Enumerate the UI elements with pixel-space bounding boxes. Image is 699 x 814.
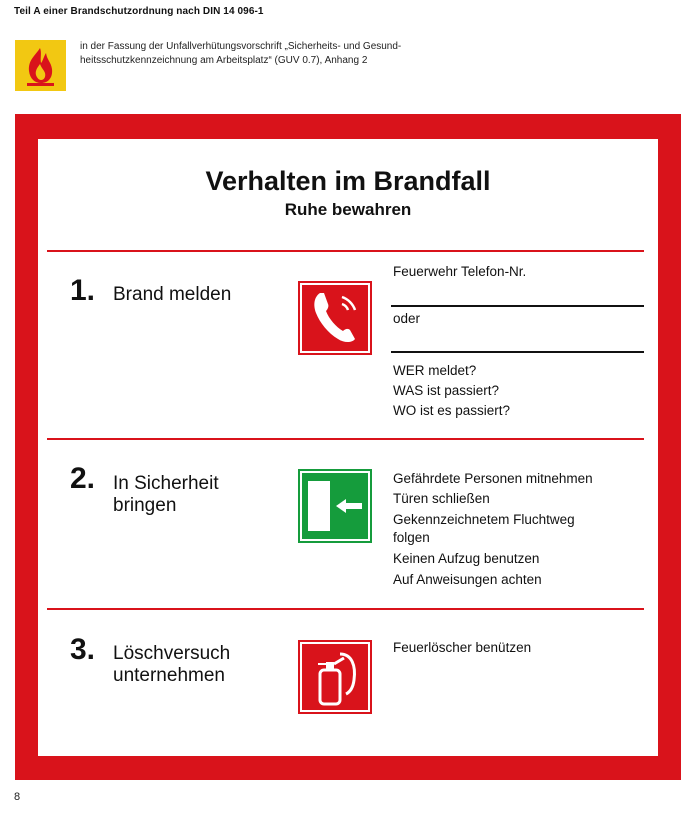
- notice-title: Verhalten im Brandfall: [205, 166, 491, 196]
- document-title: Teil A einer Brandschutzordnung nach DIN 14 096-1: [14, 6, 264, 17]
- report-question: WER meldet?: [393, 363, 477, 378]
- step-3-number: 3.: [70, 633, 96, 666]
- step-3-title-line-1: Löschversuch: [113, 643, 231, 664]
- phone-label: Feuerwehr Telefon-Nr.: [393, 264, 527, 279]
- divider: [47, 250, 644, 252]
- safety-instruction: Keinen Aufzug benutzen: [393, 551, 540, 566]
- divider: [47, 608, 644, 610]
- step-2-title-line-1: In Sicherheit: [113, 473, 219, 494]
- step-1-number: 1.: [70, 274, 96, 307]
- step-2-title-line-2: bringen: [113, 495, 177, 516]
- report-question: WO ist es passiert?: [393, 403, 511, 418]
- safety-instruction: Gefährdete Personen mitnehmen: [393, 471, 593, 486]
- safety-instruction: Gekennzeichnetem Fluchtweg: [393, 512, 575, 527]
- safety-instruction: Türen schließen: [393, 491, 490, 506]
- fire-warning-icon: [15, 40, 66, 91]
- description-line-2: heitsschutzkennzeichnung am Arbeitsplatz“ (GUV 0.7), Anhang 2: [80, 55, 368, 66]
- step-3-title-line-2: unternehmen: [113, 665, 225, 686]
- step-1-title: Brand melden: [113, 284, 232, 305]
- phone-number-line: [391, 305, 644, 307]
- extinguish-instruction: Feuerlöscher benützen: [393, 640, 532, 655]
- alternate-number-line: [391, 351, 644, 353]
- step-2-number: 2.: [70, 462, 96, 495]
- safety-instruction: Auf Anweisungen achten: [393, 572, 542, 587]
- safety-instruction: folgen: [393, 530, 430, 545]
- divider: [47, 438, 644, 440]
- emergency-exit-icon: [298, 469, 372, 543]
- fire-telephone-icon: [298, 281, 372, 355]
- fire-extinguisher-icon: [298, 640, 372, 714]
- page-number: 8: [14, 791, 21, 803]
- report-question: WAS ist passiert?: [393, 383, 500, 398]
- document-description: [80, 40, 500, 68]
- notice-subtitle: Ruhe bewahren: [284, 200, 412, 219]
- description-line-1: in der Fassung der Unfallverhütungsvorschrift „Sicherheits- und Gesund-: [80, 41, 402, 52]
- or-label: oder: [393, 311, 421, 326]
